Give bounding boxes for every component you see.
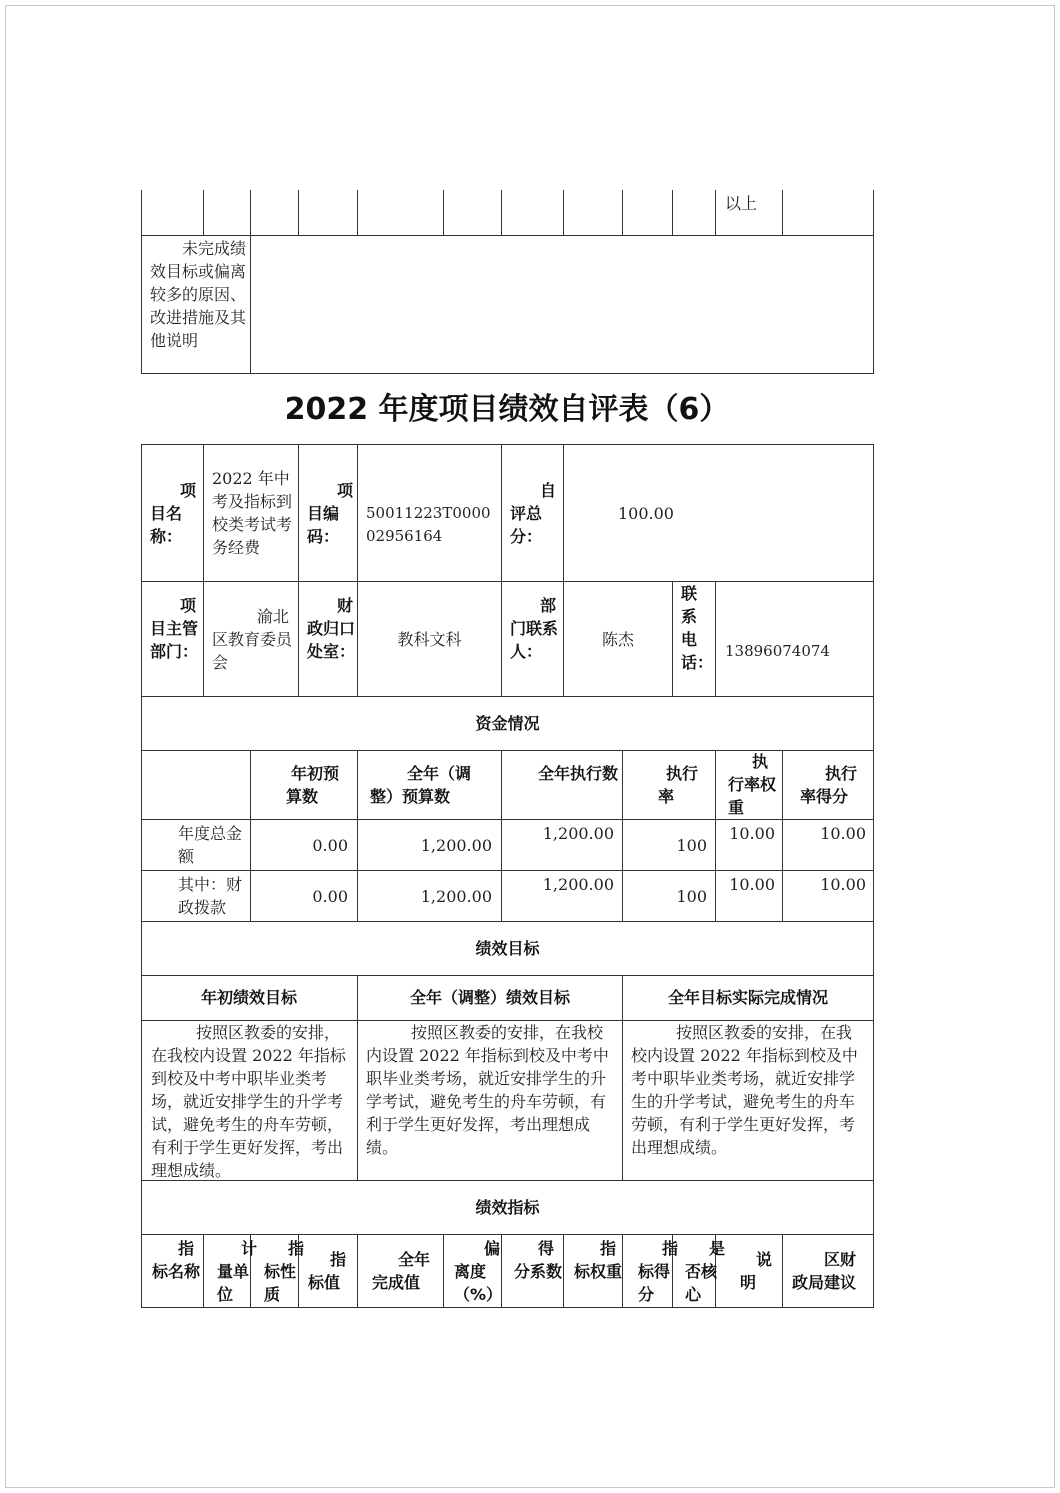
indicators-section-title: 绩效指标: [475, 1198, 540, 1217]
project-code-label: 项目编码：: [307, 481, 354, 546]
ind-header-deviation: 偏离度（%）: [454, 1239, 503, 1304]
ind-header-cell: [444, 1235, 501, 1307]
page-title: 2022 年度项目绩效自评表（6）: [284, 392, 730, 427]
score-value: 100.00: [618, 504, 674, 523]
contact-label: 部门联系人：: [510, 596, 559, 661]
cell-above-text: 以上: [725, 194, 758, 213]
funds-row-initial: 0.00: [312, 887, 348, 906]
ind-header-weight: 指标权重: [574, 1239, 623, 1281]
goals-text-initial: 按照区教委的安排，在我校内设置 2022 年指标到校及中考中职毕业类考场，就近安排学生的升学考试，避免考生的舟车劳顿，有利于学生更好发挥，考出理想成绩。: [151, 1023, 346, 1180]
funds-row-label-text: 年度总金额: [178, 824, 243, 866]
funds-row-executed: 1,200.00: [542, 875, 614, 894]
project-name-value: 2022 年中考及指标到校类考试考务经费: [212, 469, 293, 557]
funds-section-title: 资金情况: [475, 714, 540, 733]
ind-header-cell: [673, 1235, 726, 1307]
funds-row-score: 10.00: [820, 824, 866, 843]
ind-header-cell: [623, 1235, 679, 1307]
funds-header-executed: 全年执行数: [538, 764, 619, 783]
funds-header-weight: 执行率权重: [728, 752, 777, 817]
funds-header-adjusted: 全年（调整）预算数: [370, 764, 472, 806]
goals-header-actual: 全年目标实际完成情况: [667, 988, 828, 1007]
dept-value: 渝北区教育委员会: [212, 607, 293, 672]
funds-row-score: 10.00: [820, 875, 866, 894]
ind-header-cell: [204, 1235, 258, 1307]
ind-header-name: 指标名称: [152, 1239, 201, 1281]
project-name-label: 项目名称：: [150, 481, 197, 546]
funds-header-initial: 年初预算数: [286, 764, 340, 806]
ind-header-cell: [251, 1235, 305, 1307]
ind-header-unit: 计量单位: [217, 1239, 258, 1304]
funds-row-executed: 1,200.00: [542, 824, 614, 843]
ind-header-cell: [142, 1235, 203, 1307]
funds-row-label: [150, 873, 246, 919]
funds-header-score: 执行率得分: [800, 764, 858, 806]
phone-label-cell: [673, 582, 715, 696]
contact-value: 陈杰: [601, 630, 634, 649]
ind-header-nature: 指标性质: [264, 1239, 305, 1304]
ind-header-note: 说明: [740, 1250, 773, 1292]
funds-row-weight: 10.00: [729, 824, 775, 843]
goals-text-actual: 按照区教委的安排，在我校内设置 2022 年指标到校及中考中职毕业类考场，就近安排学生的升学考试，避免考生的舟车劳顿，有利于学生更好发挥，考出理想成绩。: [631, 1023, 858, 1157]
goals-header-initial: 年初绩效目标: [200, 988, 297, 1007]
ind-header-core: 是否核心: [685, 1239, 726, 1304]
funds-row-rate: 100: [676, 887, 707, 906]
ind-header-coef: 得分系数: [514, 1239, 563, 1281]
funds-row-label-text: 其中：财政拨款: [178, 875, 243, 917]
explain-label: 未完成绩效目标或偏离较多的原因、改进措施及其他说明: [150, 239, 247, 350]
project-code-value: 50011223T000002956164: [366, 504, 491, 545]
ind-header-score: 指标得分: [638, 1239, 679, 1304]
dept-label: 项目主管部门：: [150, 596, 199, 661]
phone-value: 13896074074: [725, 642, 830, 660]
goals-header-adjusted: 全年（调整）绩效目标: [409, 988, 570, 1007]
goals-section-title: 绩效目标: [475, 939, 540, 958]
funds-row-adjusted: 1,200.00: [420, 836, 492, 855]
funds-row-initial: 0.00: [312, 836, 348, 855]
funds-row-rate: 100: [676, 836, 707, 855]
funds-row-weight: 10.00: [729, 875, 775, 894]
finance-office-label: 财政归口处室：: [307, 596, 356, 661]
finance-office-value: 教科文科: [397, 630, 462, 649]
ind-header-value: 指标值: [308, 1250, 347, 1292]
funds-row-label: [150, 822, 246, 868]
funds-header-rate: 执行率: [658, 764, 699, 806]
funds-row-adjusted: 1,200.00: [420, 887, 492, 906]
phone-label: 联系电话：: [681, 584, 714, 672]
ind-header-suggestion: 区财政局建议: [792, 1250, 857, 1292]
ind-header-complete: 全年完成值: [372, 1250, 431, 1292]
goals-text-adjusted: 按照区教委的安排，在我校内设置 2022 年指标到校及中考中职毕业类考场，就近安排学生的升学考试，避免考生的舟车劳顿，有利于学生更好发挥，考出理想成绩。: [366, 1023, 609, 1157]
score-label: 自评总分：: [510, 481, 557, 546]
